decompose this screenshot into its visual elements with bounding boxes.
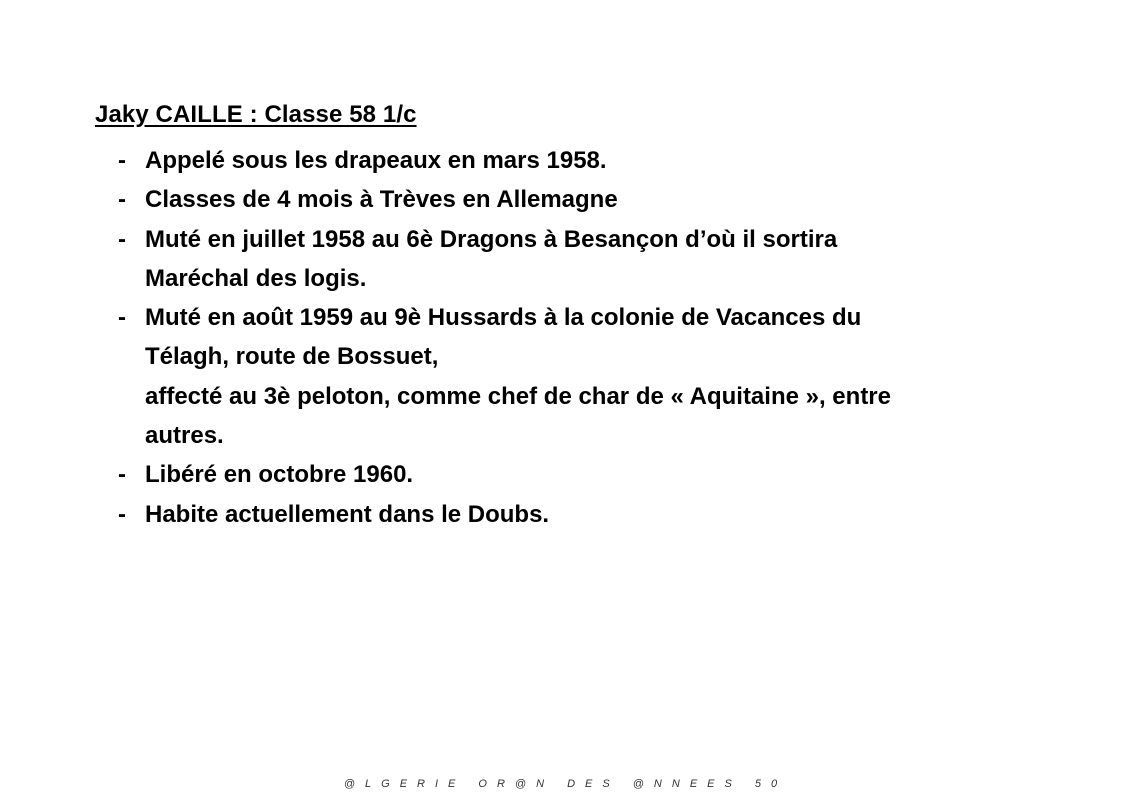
- bullet-list: [118, 141, 1048, 534]
- list-item-line: Maréchal des logis.: [145, 264, 367, 292]
- page-title: Jaky CAILLE : Classe 58 1/c: [95, 101, 417, 128]
- page-footer: @LGERIE OR@N DES @NNEES 50: [343, 778, 788, 790]
- list-item-line: affecté au 3è peloton, comme chef de char de « Aquitaine », entre: [145, 382, 891, 410]
- bullet-dash: -: [118, 225, 126, 253]
- list-item: [118, 298, 1048, 455]
- list-item-line: Muté en juillet 1958 au 6è Dragons à Besançon d’où il sortira: [145, 225, 838, 253]
- list-item: [118, 455, 1048, 494]
- list-item-line: Habite actuellement dans le Doubs.: [145, 500, 550, 528]
- list-item: [118, 495, 1048, 534]
- list-item: [118, 180, 1048, 219]
- list-item: [118, 220, 1048, 299]
- bullet-dash: -: [118, 304, 126, 332]
- list-item-line: Libéré en octobre 1960.: [145, 461, 414, 489]
- list-item-line: Télagh, route de Bossuet,: [145, 343, 439, 371]
- list-item: [118, 141, 1048, 180]
- list-item-line: Muté en août 1959 au 9è Hussards à la colonie de Vacances du: [145, 304, 862, 332]
- bullet-dash: -: [118, 461, 126, 489]
- list-item-line: Appelé sous les drapeaux en mars 1958.: [145, 147, 607, 174]
- list-item-line: autres.: [145, 422, 224, 450]
- bullet-dash: -: [118, 147, 126, 174]
- list-item-line: Classes de 4 mois à Trèves en Allemagne: [145, 186, 618, 214]
- bullet-dash: -: [118, 500, 126, 528]
- bullet-dash: -: [118, 186, 126, 214]
